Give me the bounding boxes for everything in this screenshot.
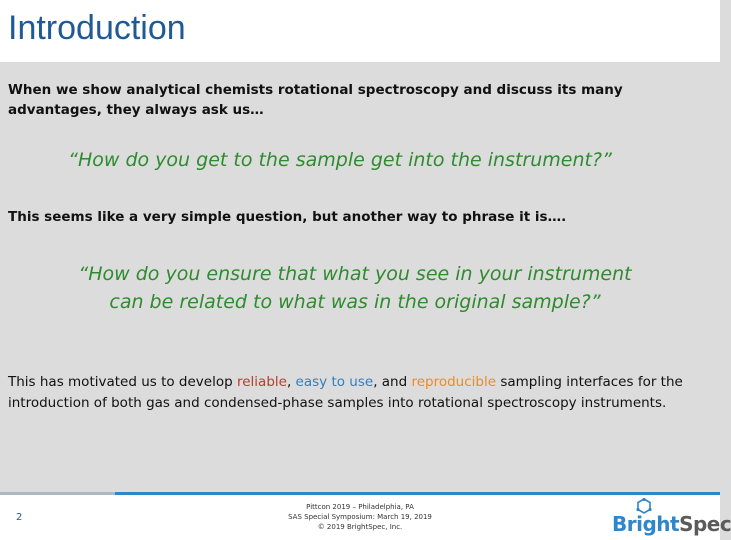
- motivation-paragraph: [8, 372, 708, 414]
- slide-title: Introduction: [8, 9, 186, 47]
- footer-divider-blue: [115, 492, 720, 495]
- title-bar: [0, 0, 720, 62]
- motivation-comma: ,: [286, 374, 296, 390]
- logo-wordmark: [612, 512, 731, 536]
- brightspec-logo: [612, 498, 731, 536]
- footer-line-2: SAS Special Symposium: March 19, 2019: [288, 513, 432, 521]
- quote2-line1: “How do you ensure that what you see in your instrument: [78, 263, 632, 285]
- quote-sample-into-instrument: “How do you get to the sample get into the instrument?”: [68, 149, 612, 171]
- easy-to-use-word: easy to use: [295, 374, 374, 390]
- reliable-word: reliable: [236, 374, 287, 390]
- logo-bright: Bright: [612, 512, 680, 536]
- reproducible-word: reproducible: [411, 374, 497, 390]
- slide-content: [0, 62, 720, 492]
- motivation-text-3: sampling interfaces for the introduction of both gas and condensed-phase samples into rotational spectroscopy instruments.: [8, 374, 683, 411]
- intro-paragraph: When we show analytical chemists rotational spectroscopy and discuss its many advantages, they always ask us…: [8, 82, 623, 118]
- motivation-text-2: , and: [373, 374, 412, 390]
- page-number: 2: [16, 512, 23, 523]
- slide-footer: [0, 492, 731, 540]
- quote-ensure-relation: [0, 260, 715, 316]
- logo-spec: Spec: [679, 512, 731, 536]
- footer-line-3: © 2019 BrightSpec, Inc.: [317, 523, 403, 531]
- rephrase-paragraph: This seems like a very simple question, but another way to phrase it is….: [8, 209, 567, 225]
- footer-event-info: [250, 502, 470, 532]
- motivation-text-1: This has motivated us to develop: [8, 374, 237, 390]
- quote2-line2: can be related to what was in the original sample?”: [109, 291, 601, 313]
- footer-divider-gray: [0, 492, 115, 495]
- footer-line-1: Pittcon 2019 – Philadelphia, PA: [306, 503, 414, 511]
